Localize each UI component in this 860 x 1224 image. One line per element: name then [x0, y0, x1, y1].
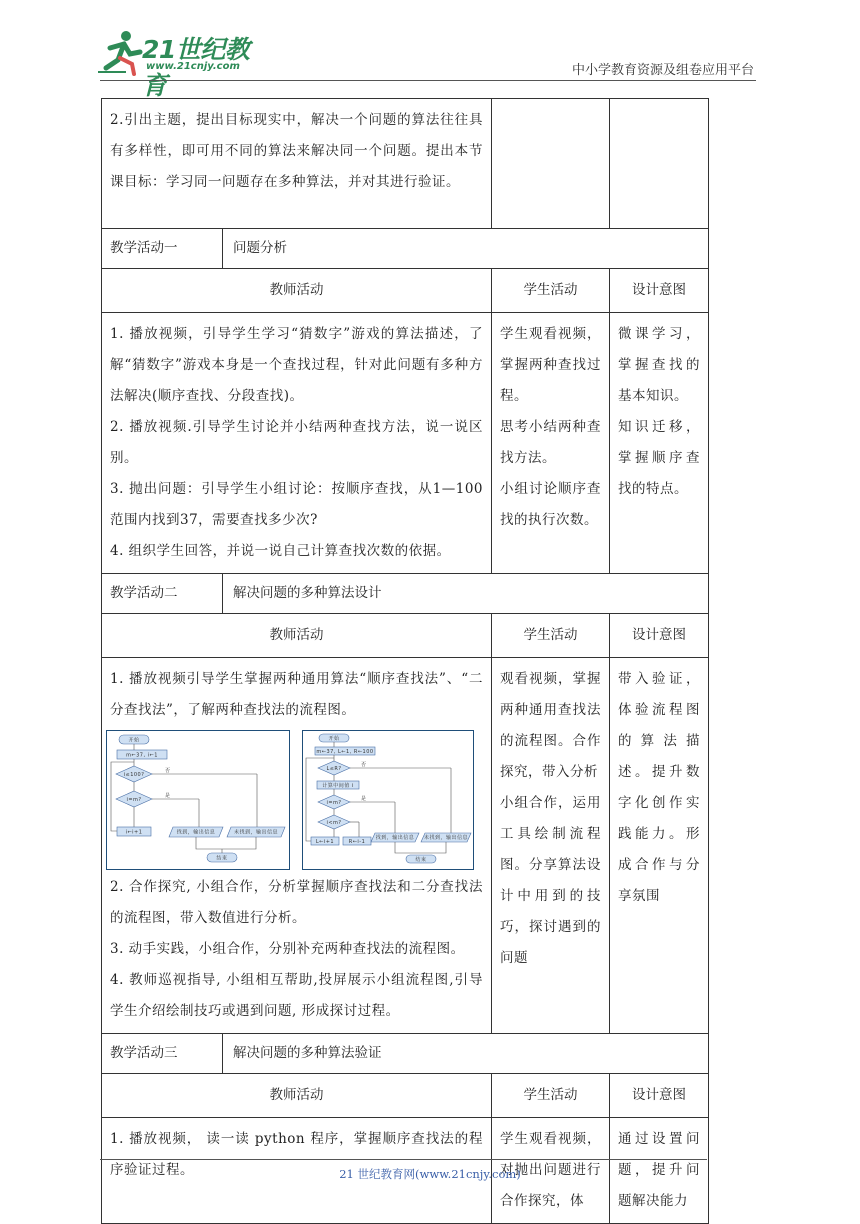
activity1-student-cell [492, 313, 610, 574]
activity2-header-row [102, 614, 709, 658]
col-teacher-header: 教师活动 [102, 269, 492, 313]
activity1-student-item: 学生观看视频，掌握两种查找过程。 [500, 326, 601, 404]
activity2-student-item: 观看视频，掌握两种通用查找法的流程图。合作探究，带入分析 [500, 671, 601, 780]
activity1-design-item: 知识迁移，掌握顺序查找的特点。 [618, 419, 700, 497]
flow-right-upd1: L←i+1 [315, 839, 335, 845]
flow-left-cond2: i=m? [126, 797, 142, 803]
activity1-design-cell [610, 313, 709, 574]
flow-left-notfound: 未找到，输出信息 [233, 829, 279, 836]
intro-cell [102, 99, 492, 229]
flow-left-cond1: i≤100? [123, 772, 145, 778]
activity1-teacher-item: 2. 播放视频.引导学生讨论并小结两种查找方法，说一说区别。 [110, 419, 483, 466]
activity3-teacher-text: 1. 播放视频， 读一读 python 程序，掌握顺序查找法的程序验证过程。 [110, 1131, 483, 1178]
activity2-design-text: 带入验证，体验流程图的算法描述。提升数字化创作实践能力。形成合作与分享氛围 [618, 671, 700, 904]
activity3-title-row [102, 1034, 709, 1074]
sequential-search-flowchart [106, 730, 290, 870]
activity1-header-row [102, 269, 709, 313]
activity1-teacher-item: 4. 组织学生回答，并说一说自己计算查找次数的依据。 [110, 543, 451, 559]
activity3-design-text: 通过设置问题，提升问题解决能力 [618, 1131, 700, 1209]
col-design-header: 设计意图 [610, 269, 709, 313]
activity2-student-cell [492, 658, 610, 1034]
flow-left-inc: i←i+1 [125, 829, 143, 836]
activity1-teacher-item: 1. 播放视频，引导学生学习“猜数字”游戏的算法描述，了解“猜数字”游戏本身是一个查找过程，针对此问题有多种方法解决(顺序查找、分段查找)。 [110, 326, 483, 404]
col-teacher-header: 教师活动 [102, 1074, 492, 1118]
col-teacher-header: 教师活动 [102, 614, 492, 658]
activity3-title: 解决问题的多种算法验证 [233, 1045, 382, 1061]
activity2-student-item: 小组合作，运用工具绘制流程图。分享算法设计中用到的技巧，探讨遇到的问题 [500, 795, 601, 966]
activity1-title-row [102, 229, 709, 269]
activity3-header-row [102, 1074, 709, 1118]
intro-design-cell [610, 99, 709, 229]
flowchart-pair [106, 730, 483, 870]
activity1-design-item: 微课学习，掌握查找的基本知识。 [618, 326, 700, 404]
flow-left-yes: 是 [165, 793, 171, 799]
activity1-title: 问题分析 [233, 240, 287, 256]
activity3-student-text: 学生观看视频，对抛出问题进行合作探究，体 [500, 1131, 601, 1209]
flow-left-end: 结束 [216, 855, 228, 862]
flow-right-found: 找到，输出信息 [375, 835, 415, 841]
flow-right-no: 否 [361, 762, 367, 768]
flow-right-end: 结束 [415, 857, 427, 863]
flow-right-upd2: R←i-1 [348, 839, 366, 845]
logo-url: www.21cnjy.com [146, 61, 240, 72]
activity1-content-row [102, 313, 709, 574]
activity2-teacher-item: 2. 合作探究, 小组合作，分析掌握顺序查找法和二分查找法的流程图，带入数值进行分析。 [110, 879, 483, 926]
intro-text: 2.引出主题，提出目标现实中，解决一个问题的算法往往具有多样性，即可用不同的算法来解决同一个问题。提出本节课目标：学习同一问题存在多种算法，并对其进行验证。 [110, 112, 483, 190]
lesson-table [101, 98, 709, 1224]
activity2-teacher-item: 3. 动手实践，小组合作，分别补充两种查找法的流程图。 [110, 941, 465, 957]
activity2-title: 解决问题的多种算法设计 [233, 585, 382, 601]
activity3-label: 教学活动三 [102, 1034, 223, 1073]
activity2-content-row [102, 658, 709, 1034]
flow-right-cond2: i=m? [326, 800, 342, 806]
activity1-student-item: 思考小结两种查找方法。 [500, 419, 601, 466]
binary-search-flowchart [302, 730, 474, 870]
activity2-title-row [102, 574, 709, 614]
flow-left-found: 找到，输出信息 [176, 829, 216, 836]
activity1-student-item: 小组讨论顺序查找的执行次数。 [500, 481, 601, 528]
page-footer: 21 世纪教育网(www.21cnjy.com) [339, 1167, 521, 1181]
flow-right-init: m←37, L←1, R←100 [316, 749, 374, 755]
intro-student-cell [492, 99, 610, 229]
flow-right-notfound: 未找到，输出信息 [423, 835, 469, 841]
col-design-header: 设计意图 [610, 614, 709, 658]
flow-right-yes: 是 [361, 796, 367, 802]
col-student-header: 学生活动 [492, 269, 610, 313]
logo-text: 21世纪教育 [142, 35, 250, 100]
activity2-teacher-item: 4. 教师巡视指导, 小组相互帮助,投屏展示小组流程图,引导学生介绍绘制技巧或遇到问题, 形成探讨过程。 [110, 972, 483, 1019]
flow-right-mid: 计算中间值 i [322, 783, 354, 789]
flow-left-start: 开始 [128, 737, 140, 744]
runner-logo-icon [96, 28, 144, 76]
col-student-header: 学生活动 [492, 614, 610, 658]
intro-row [102, 99, 709, 229]
activity2-teacher-cell [102, 658, 492, 1034]
flow-right-cond1: L≤R? [326, 766, 342, 772]
activity1-teacher-item: 3. 抛出问题：引导学生小组讨论：按顺序查找，从1—100范围内找到37，需要查找多少次? [110, 481, 483, 528]
flow-right-start: 开始 [328, 736, 340, 742]
header-divider [100, 80, 756, 81]
activity2-label: 教学活动二 [102, 574, 223, 613]
logo [96, 28, 271, 100]
activity2-teacher-item: 1. 播放视频引导学生掌握两种通用算法“顺序查找法”、“二分查找法”，了解两种查找法的流程图。 [110, 671, 483, 718]
footer-divider [100, 1159, 707, 1160]
activity1-teacher-cell [102, 313, 492, 574]
activity1-label: 教学活动一 [102, 229, 223, 268]
flow-right-cond3: i<m? [326, 820, 342, 826]
platform-name: 中小学教育资源及组卷应用平台 [571, 63, 754, 78]
activity2-design-cell [610, 658, 709, 1034]
flow-left-no: 否 [165, 768, 171, 774]
flow-left-init: m←37, i←1 [126, 752, 158, 759]
page-header [0, 0, 860, 100]
col-student-header: 学生活动 [492, 1074, 610, 1118]
col-design-header: 设计意图 [610, 1074, 709, 1118]
